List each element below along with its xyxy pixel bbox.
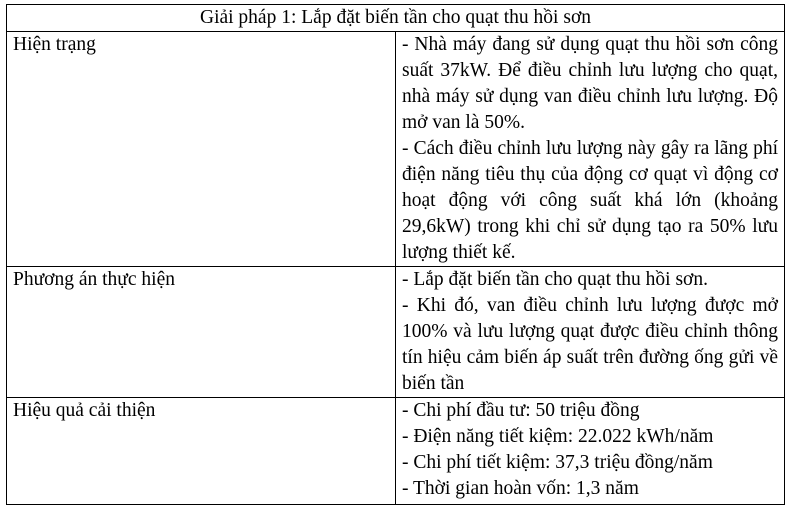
row-label-current-status: Hiện trạng [7,32,396,267]
table-title: Giải pháp 1: Lắp đặt biến tần cho quạt thu hồi sơn [7,5,785,32]
list-item: - Điện năng tiết kiệm: 22.022 kWh/năm [402,426,714,447]
row-content-improvement-efficiency [396,398,785,505]
row-label-implementation-plan: Phương án thực hiện [7,267,396,398]
list-item: - Thời gian hoàn vốn: 1,3 năm [402,478,639,499]
paragraph: - Nhà máy đang sử dụng quạt thu hồi sơn công suất 37kW. Để điều chỉnh lưu lượng cho quạt, nhà máy sử dụng van điều chỉnh lưu lượng. Độ mở van là 50%. [402,34,778,133]
paragraph: - Khi đó, van điều chỉnh lưu lượng được mở 100% và lưu lượng quạt được điều chỉnh thông tín hiệu cảm biến áp suất trên đường ống gửi về biến tần [402,295,778,394]
paragraph: - Cách điều chỉnh lưu lượng này gây ra lãng phí điện năng tiêu thụ của động cơ quạt vì động cơ hoạt động với công suất khá lớn (khoảng 29,6kW) trong khi chỉ sử dụng tạo ra 50% lưu lượng thiết kế. [402,138,778,263]
list-item: - Chi phí tiết kiệm: 37,3 triệu đồng/năm [402,452,713,473]
table-row [7,267,785,398]
solution-table [6,4,785,505]
table-row [7,398,785,505]
table-title-row [7,5,785,32]
row-content-implementation-plan [396,267,785,398]
row-content-current-status [396,32,785,267]
list-item: - Chi phí đầu tư: 50 triệu đồng [402,400,640,421]
row-label-improvement-efficiency: Hiệu quả cải thiện [7,398,396,505]
table-row [7,32,785,267]
paragraph: - Lắp đặt biến tần cho quạt thu hồi sơn. [402,269,708,290]
